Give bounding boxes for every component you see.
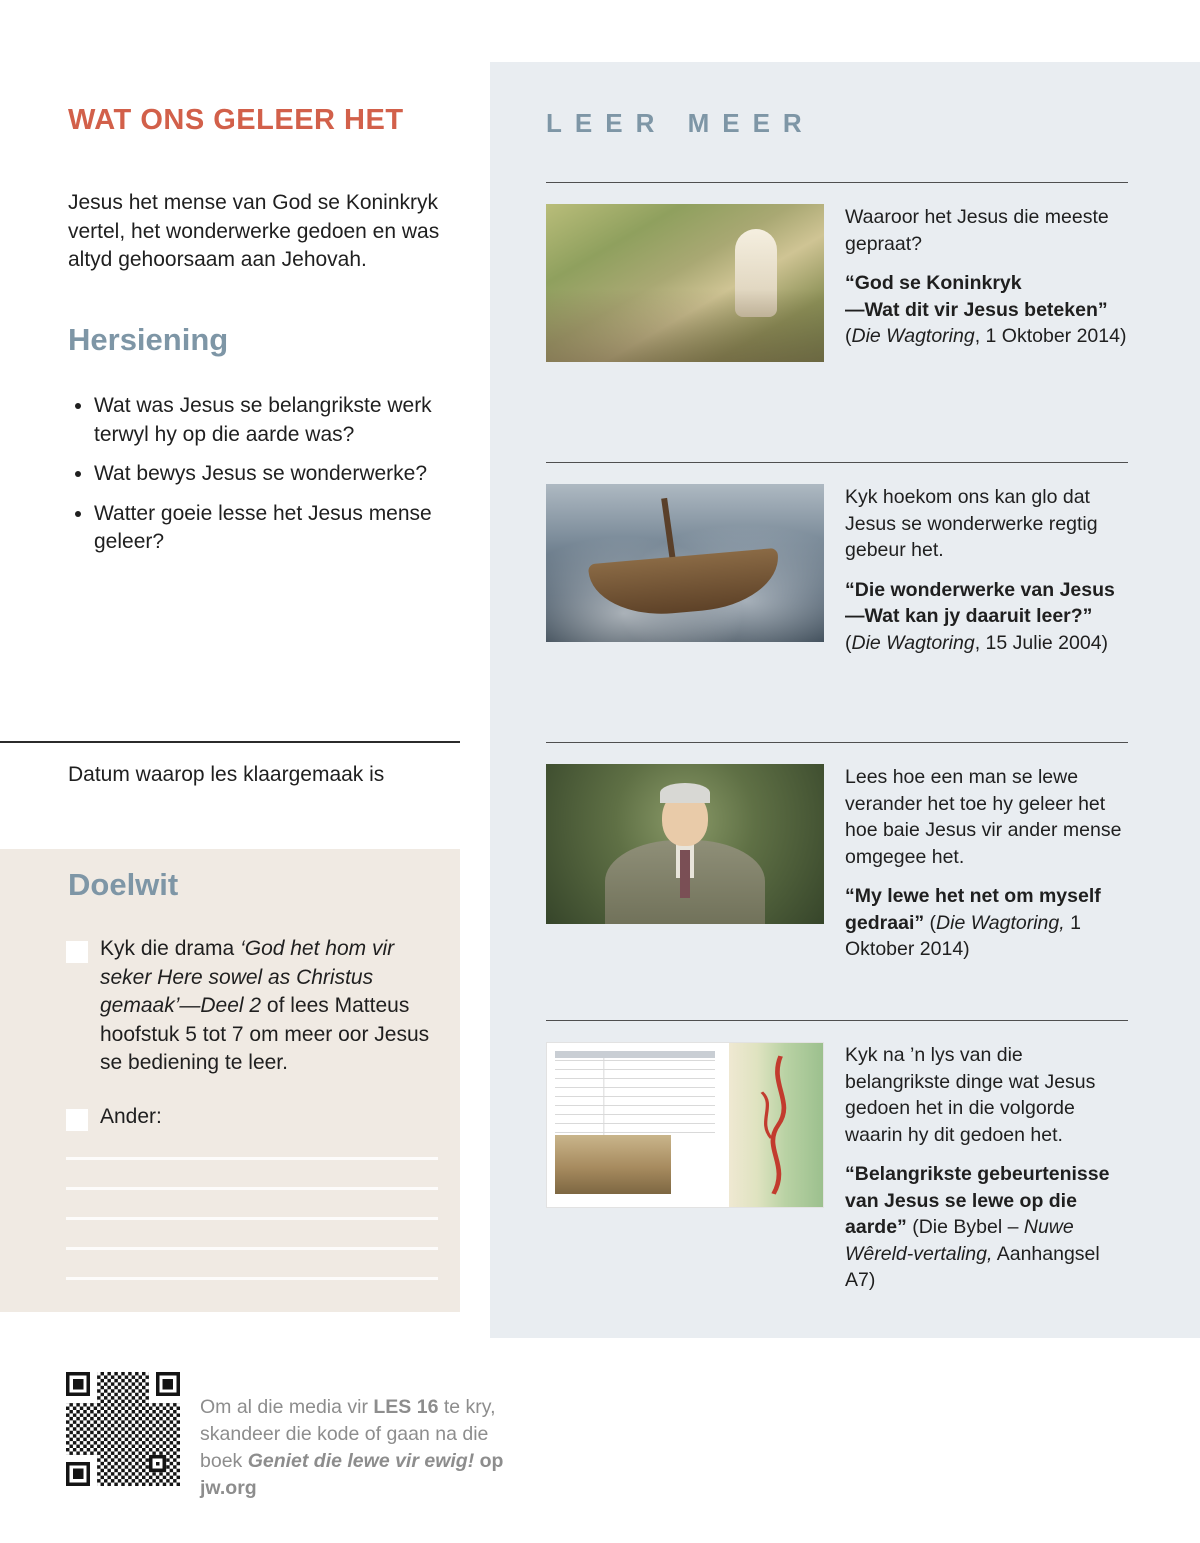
ref-quote-line2: —Wat kan jy daaruit leer?” [845, 605, 1093, 627]
what-we-learned-body: Jesus het mense van God se Koninkryk vertel, het wonderwerke gedoen en was altyd gehoorsaam aan Jehovah. [68, 191, 440, 271]
ref-quote: “Belangrikste gebeurtenisse van Jesus se lewe op die aarde” [845, 1163, 1110, 1238]
item-divider [546, 462, 1128, 463]
review-item: • Wat was Jesus se belangrikste werk terwyl hy op die aarde was? [94, 392, 474, 449]
review-title: Hersiening [68, 322, 229, 357]
goal-checkbox-drama[interactable] [66, 941, 88, 963]
goal-title: Doelwit [68, 867, 179, 902]
desert-photo-art [555, 1135, 671, 1194]
leer-meer-item-1 [845, 204, 1133, 350]
ref-source: (Die Wagtoring, 1 Oktober 2014) [845, 911, 1081, 960]
map-route-line [729, 1043, 823, 1207]
goal-item-drama: Kyk die drama ‘God het hom vir seker Here sowel as Christus gemaak’—Deel 2 of lees Matteus hoofstuk 5 tot 7 om meer oor Jesus se bediening te leer. [100, 937, 430, 1074]
what-we-learned-title: WAT ONS GELEER HET [68, 104, 404, 136]
item-reference [845, 270, 1133, 350]
ref-quote-line1: “God se Koninkryk [845, 272, 1022, 294]
item-intro: Kyk hoekom ons kan glo dat Jesus se wonderwerke regtig gebeur het. [845, 486, 1098, 561]
goal-item-other: Ander: [100, 1105, 162, 1128]
events-chart-map-image [546, 1042, 824, 1208]
ref-quote: “My lewe het net om myself gedraai” [845, 885, 1101, 934]
item-reference [845, 883, 1133, 963]
lesson-number: LES 16 [373, 1396, 439, 1418]
jesus-teaching-crowd-image [546, 204, 824, 362]
source-title: Nuwe Wêreld-vertaling, [845, 1216, 1074, 1265]
item-divider [546, 182, 1128, 183]
leer-meer-title: LEER MEER [546, 108, 815, 138]
review-item: • Wat bewys Jesus se wonderwerke? [94, 460, 474, 489]
leer-meer-item-4 [845, 1042, 1133, 1294]
item-intro: Kyk na ’n lys van die belangrikste dinge wat Jesus gedoen het in die volgorde waarin hy dit gedoen het. [845, 1044, 1096, 1146]
item-reference [845, 1161, 1133, 1294]
qr-code [66, 1372, 180, 1486]
media-footer-note: Om al die media vir LES 16 te kry, skandeer die kode of gaan na die boek Geniet die lewe vir ewig! op jw.org [200, 1396, 504, 1499]
drama-title: ‘God het hom vir seker Here sowel as Christus gemaak’—Deel 2 [100, 937, 395, 1017]
write-in-line[interactable] [66, 1157, 438, 1160]
item-intro: Lees hoe een man se lewe verander het toe hy geleer het hoe baie Jesus vir ander mense omgegee het. [845, 766, 1122, 868]
ref-source: (Die Wagtoring, 1 Oktober 2014) [845, 325, 1127, 347]
crowd-shading [546, 289, 824, 362]
events-table-header-art [555, 1051, 715, 1058]
man-hair [660, 783, 710, 803]
jesus-calming-storm-image [546, 484, 824, 642]
goal-checkbox-other[interactable] [66, 1109, 88, 1131]
item-divider [546, 742, 1128, 743]
item-reference [845, 577, 1133, 657]
book-title: Geniet die lewe vir ewig! [247, 1450, 475, 1472]
source-title: Die Wagtoring [851, 325, 975, 347]
ref-source: (Die Bybel – Nuwe Wêreld-vertaling, Aanhangsel A7) [845, 1216, 1100, 1291]
item-intro: Waaroor het Jesus die meeste gepraat? [845, 206, 1109, 255]
source-title: Die Wagtoring [851, 631, 975, 654]
ref-source: (Die Wagtoring, 15 Julie 2004) [845, 631, 1109, 654]
write-in-line[interactable] [66, 1277, 438, 1280]
ref-quote-line2: —Wat dit vir Jesus beteken” [845, 298, 1108, 321]
review-item: • Watter goeie lesse het Jesus mense geleer? [94, 500, 474, 557]
write-in-line[interactable] [66, 1247, 438, 1250]
source-title: Die Wagtoring, [936, 911, 1065, 934]
write-in-line[interactable] [66, 1187, 438, 1190]
leer-meer-item-2 [845, 484, 1133, 656]
write-in-line[interactable] [66, 1217, 438, 1220]
date-completed-label: Datum waarop les klaargemaak is [68, 763, 385, 786]
events-table-art [555, 1051, 715, 1140]
man-tie [680, 850, 690, 898]
man-portrait-image [546, 764, 824, 924]
item-divider [546, 1020, 1128, 1021]
leer-meer-item-3 [845, 764, 1133, 963]
ref-quote-line1: “Die wonderwerke van Jesus [845, 578, 1115, 601]
review-list [72, 392, 474, 568]
goal-section [0, 849, 460, 1312]
date-section-divider [0, 741, 460, 743]
